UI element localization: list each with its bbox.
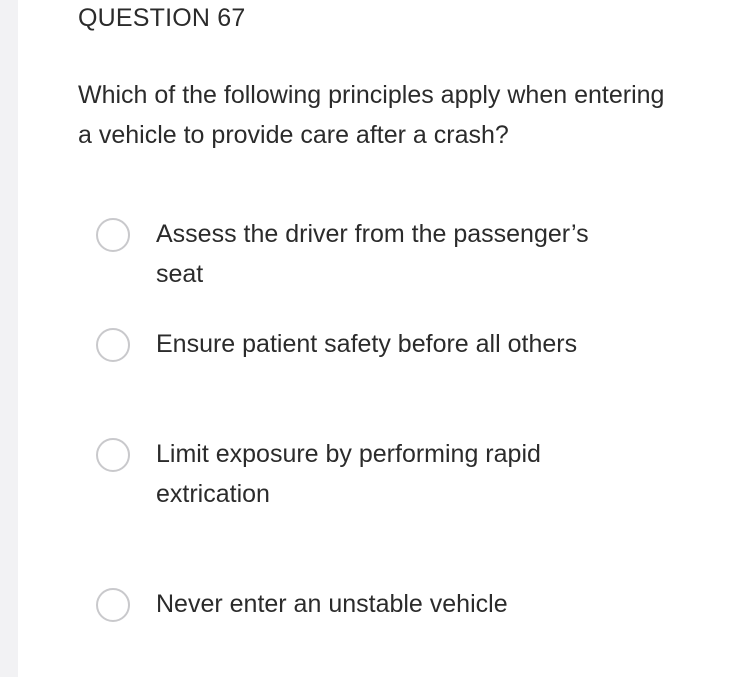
answer-option-label[interactable]: Ensure patient safety before all others [156, 330, 578, 358]
question-card [18, 0, 745, 677]
answer-option-label[interactable]: Assess the driver from the passenger’s seat [156, 220, 589, 288]
radio-button-unselected-icon[interactable] [96, 218, 130, 252]
radio-button-unselected-icon[interactable] [96, 438, 130, 472]
question-number: QUESTION 67 [78, 4, 246, 32]
answer-option-label[interactable]: Never enter an unstable vehicle [156, 590, 508, 618]
radio-button-unselected-icon[interactable] [96, 588, 130, 622]
answer-option[interactable] [96, 587, 696, 624]
answer-option[interactable] [96, 217, 696, 294]
answer-option[interactable] [96, 437, 696, 514]
answer-option-label[interactable]: Limit exposure by performing rapid extrication [156, 440, 541, 508]
question-text: Which of the following principles apply when entering a vehicle to provide care after a crash? [78, 81, 665, 149]
answer-option[interactable] [96, 327, 696, 364]
left-margin-bar [0, 0, 18, 677]
radio-button-unselected-icon[interactable] [96, 328, 130, 362]
